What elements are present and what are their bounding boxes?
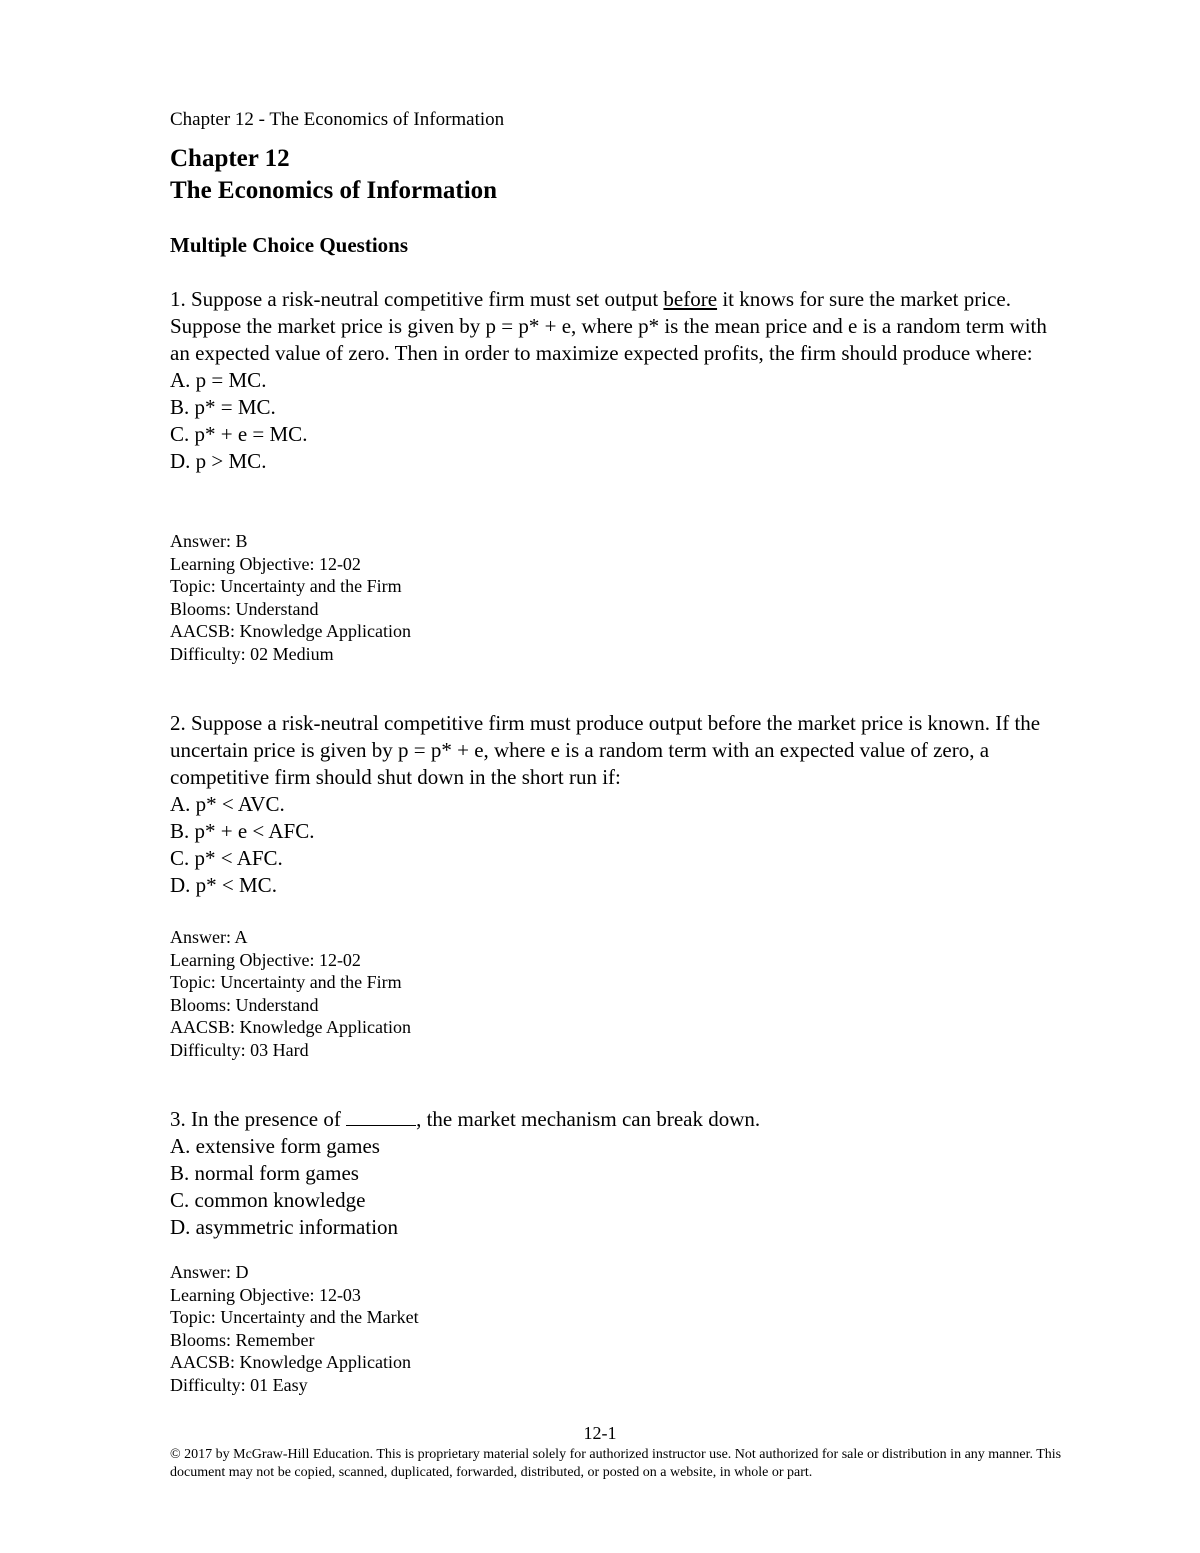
blooms: Blooms: Understand: [170, 598, 319, 619]
chapter-name: The Economics of Information: [170, 177, 498, 204]
question-3: [170, 1106, 1070, 1241]
answer: Answer: B: [170, 531, 248, 551]
section-heading: Multiple Choice Questions: [170, 233, 409, 257]
learning-objective: Learning Objective: 12-03: [170, 1284, 361, 1305]
question-1-option-c: C. p* + e = MC.: [170, 422, 308, 446]
answer: Answer: A: [170, 927, 248, 947]
question-3-option-c: C. common knowledge: [170, 1188, 366, 1212]
answer-blank: [346, 1124, 416, 1126]
blooms: Blooms: Understand: [170, 994, 319, 1015]
question-2: [170, 710, 1070, 899]
question-1-option-b: B. p* = MC.: [170, 395, 276, 419]
question-1-option-a: A. p = MC.: [170, 368, 267, 392]
question-2-option-b: B. p* + e < AFC.: [170, 819, 315, 843]
question-1-option-d: D. p > MC.: [170, 449, 267, 473]
question-3-stem: 3. In the presence of , the market mechanism can break down.: [170, 1107, 761, 1131]
learning-objective: Learning Objective: 12-02: [170, 949, 361, 970]
question-2-option-d: D. p* < MC.: [170, 873, 277, 897]
question-2-option-a: A. p* < AVC.: [170, 792, 285, 816]
chapter-number: Chapter 12: [170, 145, 290, 172]
question-1: [170, 286, 1070, 475]
difficulty: Difficulty: 01 Easy: [170, 1374, 308, 1395]
question-2-option-c: C. p* < AFC.: [170, 846, 283, 870]
aacsb: AACSB: Knowledge Application: [170, 1352, 411, 1373]
topic: Topic: Uncertainty and the Firm: [170, 576, 402, 597]
question-2-stem: 2. Suppose a risk-neutral competitive firm must produce output before the market price is known. If the uncertain price is given by p = p* + e, where e is a random term with an expected value of zero, a competitive firm should shut down in the short run if:: [170, 711, 1041, 789]
difficulty: Difficulty: 02 Medium: [170, 643, 334, 664]
question-2-meta: [170, 926, 411, 1062]
blooms: Blooms: Remember: [170, 1329, 315, 1350]
learning-objective: Learning Objective: 12-02: [170, 553, 361, 574]
chapter-title: [170, 143, 497, 207]
question-3-meta: [170, 1261, 419, 1397]
question-3-option-d: D. asymmetric information: [170, 1215, 399, 1239]
question-3-option-a: A. extensive form games: [170, 1134, 380, 1158]
answer: Answer: D: [170, 1262, 249, 1282]
copyright-notice: © 2017 by McGraw-Hill Education. This is proprietary material solely for authorized instructor use. Not authorized for sale or distribution in any manner. This document may not be copied, scanned, duplicated, forwarded, distributed, or posted on a website, in whole or part.: [170, 1447, 1062, 1480]
topic: Topic: Uncertainty and the Market: [170, 1307, 419, 1328]
topic: Topic: Uncertainty and the Firm: [170, 972, 402, 993]
question-1-stem: 1. Suppose a risk-neutral competitive firm must set output before it knows for sure the market price. Suppose the market price is given by p = p* + e, where p* is the mean price and e is a random term with an expected value of zero. Then in order to maximize expected profits, the firm should produce where:: [170, 287, 1047, 365]
question-1-meta: [170, 530, 411, 666]
aacsb: AACSB: Knowledge Application: [170, 621, 411, 642]
question-3-option-b: B. normal form games: [170, 1161, 359, 1185]
difficulty: Difficulty: 03 Hard: [170, 1039, 309, 1060]
underlined-word: before: [663, 287, 718, 311]
running-header: Chapter 12 - The Economics of Information: [170, 109, 505, 130]
page-number: 12-1: [583, 1423, 617, 1443]
aacsb: AACSB: Knowledge Application: [170, 1017, 411, 1038]
